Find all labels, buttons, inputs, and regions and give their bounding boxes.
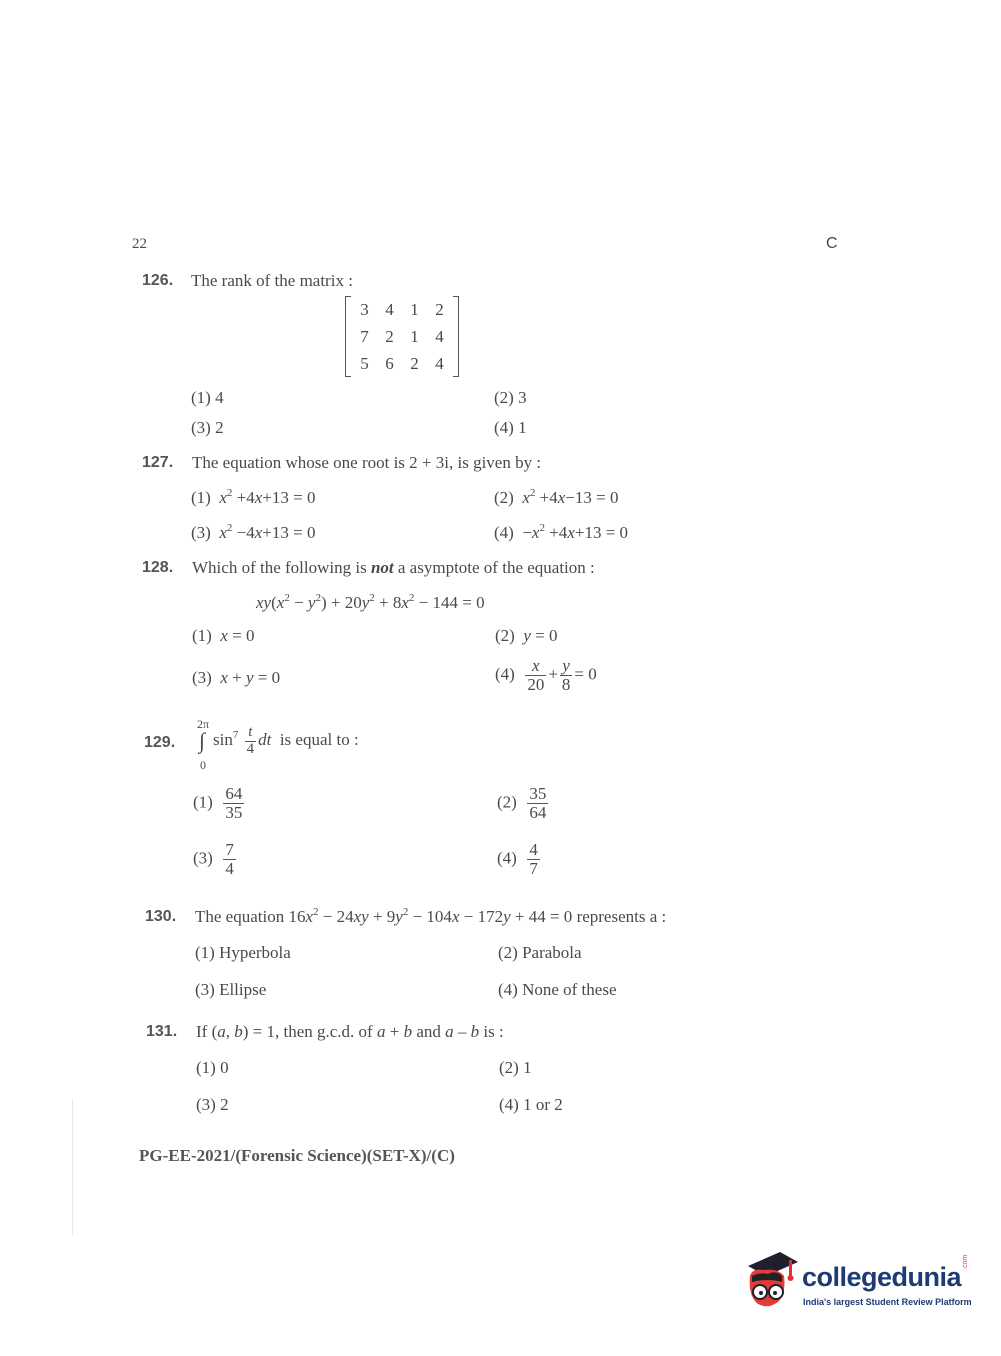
option-129-3	[193, 841, 238, 878]
option-label: (2)	[495, 626, 515, 645]
question-number-131: 131.	[146, 1023, 178, 1040]
option-129-1	[193, 785, 246, 822]
question-number-129: 129.	[144, 734, 176, 751]
option-label: (1)	[192, 626, 212, 645]
option-127-1: (1) $x^2 +4x+13 = 0$	[191, 487, 316, 507]
numerator: 35	[529, 784, 547, 803]
set-letter: C	[826, 235, 838, 252]
option-131-3: (3) 2	[196, 1095, 229, 1114]
option-label: (3)	[193, 848, 213, 868]
option-126-1: (1) 4	[191, 388, 224, 407]
margin-line	[72, 1100, 73, 1235]
text-part: represents a :	[576, 907, 667, 926]
denominator: 4	[225, 858, 234, 878]
option-129-4	[497, 841, 542, 878]
option-label: (3)	[192, 668, 212, 687]
matrix-row	[352, 296, 452, 323]
question-128-text	[192, 558, 595, 578]
question-129-integrand: $\sin^7$ $\frac{t}{4}$ dt is equal to :	[213, 724, 359, 757]
logo-tagline: India's largest Student Review Platform	[803, 1297, 972, 1307]
integral-sign: ∫	[199, 728, 206, 753]
option-label: (4)	[495, 664, 515, 684]
numerator: 64	[225, 784, 243, 803]
page-number: 22	[132, 236, 147, 252]
option-label: (1)	[191, 488, 211, 507]
matrix-cell: 4	[435, 326, 444, 346]
matrix-cell: 2	[435, 299, 444, 319]
matrix-cell: 6	[385, 353, 394, 373]
numerator: 4	[529, 840, 538, 859]
option-label: (3)	[191, 523, 211, 542]
option-label: (1)	[193, 792, 213, 812]
matrix-cell: 4	[435, 353, 444, 373]
text-part: a asymptote of the equation :	[393, 558, 595, 577]
question-131-text: If (a, b) = 1, then g.c.d. of a + b and a – b is :	[196, 1022, 504, 1041]
denominator: 7	[529, 858, 538, 878]
text-part: Which of the following is	[192, 558, 371, 577]
question-126-text: The rank of the matrix :	[191, 271, 353, 290]
matrix-cell: 1	[410, 326, 419, 346]
option-126-2: (2) 3	[494, 388, 527, 407]
matrix-row	[352, 323, 452, 350]
option-128-1: (1) x = 0	[192, 626, 255, 645]
question-number-130: 130.	[145, 908, 177, 925]
footer-code: PG-EE-2021/(Forensic Science)(SET-X)/(C)	[139, 1146, 455, 1165]
integral-lower-limit: 0	[200, 758, 206, 772]
numerator: 7	[225, 840, 234, 859]
option-126-3: (3) 2	[191, 418, 224, 437]
option-127-3: (3) $x^2 -4x+13 = 0$	[191, 522, 316, 542]
matrix-cell: 3	[360, 299, 369, 319]
option-label: (2)	[497, 792, 517, 812]
matrix-cell: 4	[385, 299, 394, 319]
option-128-2: (2) y = 0	[495, 626, 558, 645]
option-131-2: (2) 1	[499, 1058, 532, 1077]
logo-com: .com	[962, 1254, 969, 1270]
option-130-1: (1) Hyperbola	[195, 943, 291, 962]
question-number-126: 126.	[142, 272, 174, 289]
matrix-cell: 2	[410, 353, 419, 373]
question-number-128: 128.	[142, 559, 174, 576]
mascot-icon	[740, 1250, 802, 1316]
integral-upper-limit: 2π	[197, 717, 210, 731]
option-129-2	[497, 785, 550, 822]
option-label: (4)	[494, 523, 514, 542]
denominator: 35	[225, 802, 243, 822]
logo-name: collegedunia	[802, 1262, 962, 1292]
option-131-1: (1) 0	[196, 1058, 229, 1077]
matrix-cell: 5	[360, 353, 369, 373]
text-part: The equation	[195, 907, 285, 926]
question-127-text: The equation whose one root is 2 + 3i, is given by :	[192, 453, 542, 472]
option-128-3: (3) x + y = 0	[192, 668, 281, 687]
option-label: (4)	[497, 848, 517, 868]
option-130-2: (2) Parabola	[498, 943, 582, 962]
equation-128: $xy(x^2 - y^2) + 20y^2 + 8x^2 - 144 = 0$	[256, 592, 485, 612]
option-label: (2)	[494, 488, 514, 507]
emphasis: not	[370, 558, 394, 577]
matrix-row	[352, 350, 452, 377]
option-131-4: (4) 1 or 2	[499, 1095, 563, 1114]
question-129-tail: is equal to :	[279, 730, 359, 750]
collegedunia-logo	[740, 1250, 970, 1320]
option-128-4: (4) $\frac{x}{20}$ + $\frac{y}{8}$ = 0	[495, 656, 597, 694]
option-127-4: $(4) -x^2 +4x+13 = 0$	[494, 522, 629, 542]
matrix-cell: 7	[360, 326, 369, 346]
matrix-cell: 1	[410, 299, 419, 319]
option-127-2: (2) $x^2 +4x-13 = 0$	[494, 487, 619, 507]
denominator: 64	[529, 802, 547, 822]
question-number-127: 127.	[142, 454, 174, 471]
matrix	[345, 296, 459, 377]
matrix-cell: 2	[385, 326, 394, 346]
option-130-4: (4) None of these	[498, 980, 617, 999]
question-130-text: The equation $16x^2 - 24xy + 9y^2 - 104x - 172y + 44 = 0$ represents a :	[195, 906, 667, 926]
option-126-4: (4) 1	[494, 418, 527, 437]
option-130-3: (3) Ellipse	[195, 980, 267, 999]
